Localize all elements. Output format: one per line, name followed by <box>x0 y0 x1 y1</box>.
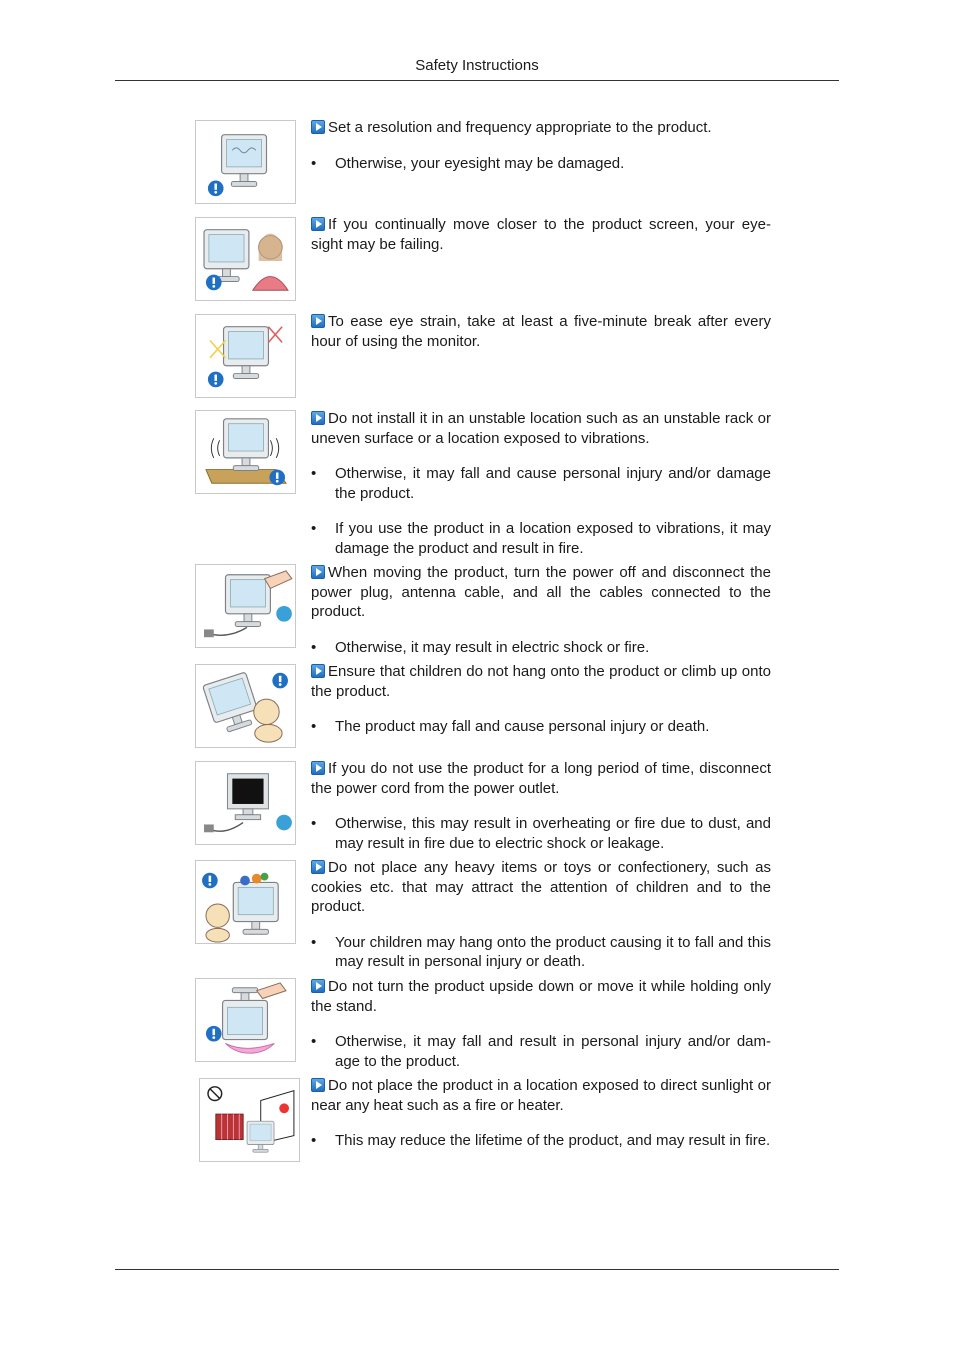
safety-item-6 <box>311 662 771 737</box>
safety-item-1 <box>311 118 771 173</box>
item-text: Do not place any heavy items or toys or confectionery, such as cookies etc. that may attract the attention of children and to the product. <box>311 859 771 915</box>
safety-item-5 <box>311 563 771 657</box>
bullet-item: • Otherwise, it may result in electric shock or fire. <box>311 638 771 658</box>
safety-item-10 <box>311 1076 771 1151</box>
footer-divider <box>115 1269 839 1270</box>
arrow-icon <box>311 120 325 134</box>
safety-item-9 <box>311 977 771 1071</box>
item-text: If you continually move closer to the product screen, your eye-sight may be failing. <box>311 216 771 253</box>
safety-item-4 <box>311 409 771 558</box>
arrow-icon <box>311 979 325 993</box>
arrow-icon <box>311 860 325 874</box>
safety-item-2 <box>311 215 771 254</box>
item-text: Do not install it in an unstable location such as an unstable rack or uneven surface or a location exposed to vibrations. <box>311 410 771 447</box>
item-text: Ensure that children do not hang onto the product or climb up onto the product. <box>311 663 771 700</box>
monitor-unstable-icon <box>195 410 296 494</box>
header-divider <box>115 80 839 81</box>
bullet-item: • If you use the product in a location exposed to vibrations, it may damage the product and result in fire. <box>311 519 771 558</box>
bullet-item: • Your children may hang onto the product causing it to fall and this may result in personal injury or death. <box>311 933 771 972</box>
bullet-item: • Otherwise, it may fall and cause personal injury and/or damage the product. <box>311 464 771 503</box>
bullet-item: • Otherwise, it may fall and result in personal injury and/or dam-age to the product. <box>311 1032 771 1071</box>
arrow-icon <box>311 411 325 425</box>
item-text: Do not place the product in a location exposed to direct sunlight or near any heat such as a fire or heater. <box>311 1077 771 1114</box>
bullet-item: • Otherwise, this may result in overheating or fire due to dust, and may result in fire due to electric shock or leakage. <box>311 814 771 853</box>
arrow-icon <box>311 1078 325 1092</box>
safety-item-8 <box>311 858 771 972</box>
item-text: Set a resolution and frequency appropriate to the product. <box>328 119 712 136</box>
arrow-icon <box>311 664 325 678</box>
item-text: If you do not use the product for a long period of time, disconnect the power cord from the power outlet. <box>311 760 771 797</box>
item-text: When moving the product, turn the power off and disconnect the power plug, antenna cable, and all the cables connected to the product. <box>311 564 771 620</box>
monitor-resolution-icon <box>195 120 296 204</box>
monitor-upside-down-icon <box>195 978 296 1062</box>
monitor-sunlight-icon <box>199 1078 300 1162</box>
monitor-child-climb-icon <box>195 664 296 748</box>
arrow-icon <box>311 314 325 328</box>
safety-item-3 <box>311 312 771 351</box>
item-text: To ease eye strain, take at least a five-minute break after every hour of using the monitor. <box>311 313 771 350</box>
arrow-icon <box>311 217 325 231</box>
monitor-break-icon <box>195 314 296 398</box>
bullet-item: • This may reduce the lifetime of the product, and may result in fire. <box>311 1131 771 1151</box>
bullet-item: • Otherwise, your eyesight may be damaged. <box>311 154 771 174</box>
monitor-toys-icon <box>195 860 296 944</box>
bullet-item: • The product may fall and cause personal injury or death. <box>311 717 771 737</box>
arrow-icon <box>311 565 325 579</box>
monitor-unplug-icon <box>195 761 296 845</box>
page-header-title: Safety Instructions <box>415 57 539 74</box>
safety-item-7 <box>311 759 771 853</box>
arrow-icon <box>311 761 325 775</box>
item-text: Do not turn the product upside down or move it while holding only the stand. <box>311 978 771 1015</box>
monitor-closeness-icon <box>195 217 296 301</box>
monitor-moving-icon <box>195 564 296 648</box>
